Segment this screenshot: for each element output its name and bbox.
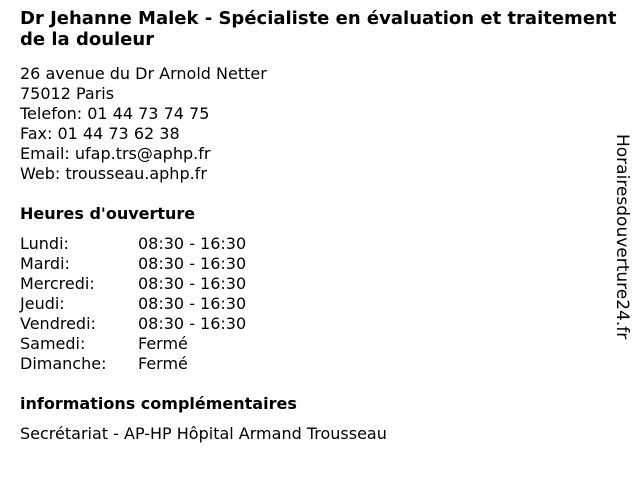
phone-number: Telefon: 01 44 73 74 75: [20, 104, 210, 123]
day-label: Lundi:: [20, 234, 69, 253]
hours-value: 08:30 - 16:30: [138, 254, 247, 273]
address-city: 75012 Paris: [20, 84, 115, 103]
additional-info-text: Secrétariat - AP-HP Hôpital Armand Trousseau: [20, 424, 387, 443]
hours-value: Fermé: [138, 354, 188, 373]
day-label: Samedi:: [20, 334, 86, 353]
day-label: Vendredi:: [20, 314, 96, 333]
hours-value: 08:30 - 16:30: [138, 274, 247, 293]
contact-block: [20, 64, 267, 184]
site-watermark: Horairesdouverture24.fr: [612, 134, 632, 340]
hours-value: 08:30 - 16:30: [138, 234, 247, 253]
hours-value: Fermé: [138, 334, 188, 353]
page-title: Dr Jehanne Malek - Spécialiste en évaluation et traitement de la douleur: [20, 8, 617, 50]
hours-value: 08:30 - 16:30: [138, 294, 247, 313]
hours-value: 08:30 - 16:30: [138, 314, 247, 333]
day-label: Jeudi:: [20, 294, 65, 313]
day-label: Dimanche:: [20, 354, 107, 373]
additional-info-heading: informations complémentaires: [20, 394, 297, 413]
website: Web: trousseau.aphp.fr: [20, 164, 207, 183]
email-address: Email: ufap.trs@aphp.fr: [20, 144, 211, 163]
address-street: 26 avenue du Dr Arnold Netter: [20, 64, 267, 83]
day-label: Mercredi:: [20, 274, 95, 293]
opening-hours-heading: Heures d'ouverture: [20, 204, 196, 223]
day-label: Mardi:: [20, 254, 70, 273]
fax-number: Fax: 01 44 73 62 38: [20, 124, 180, 143]
